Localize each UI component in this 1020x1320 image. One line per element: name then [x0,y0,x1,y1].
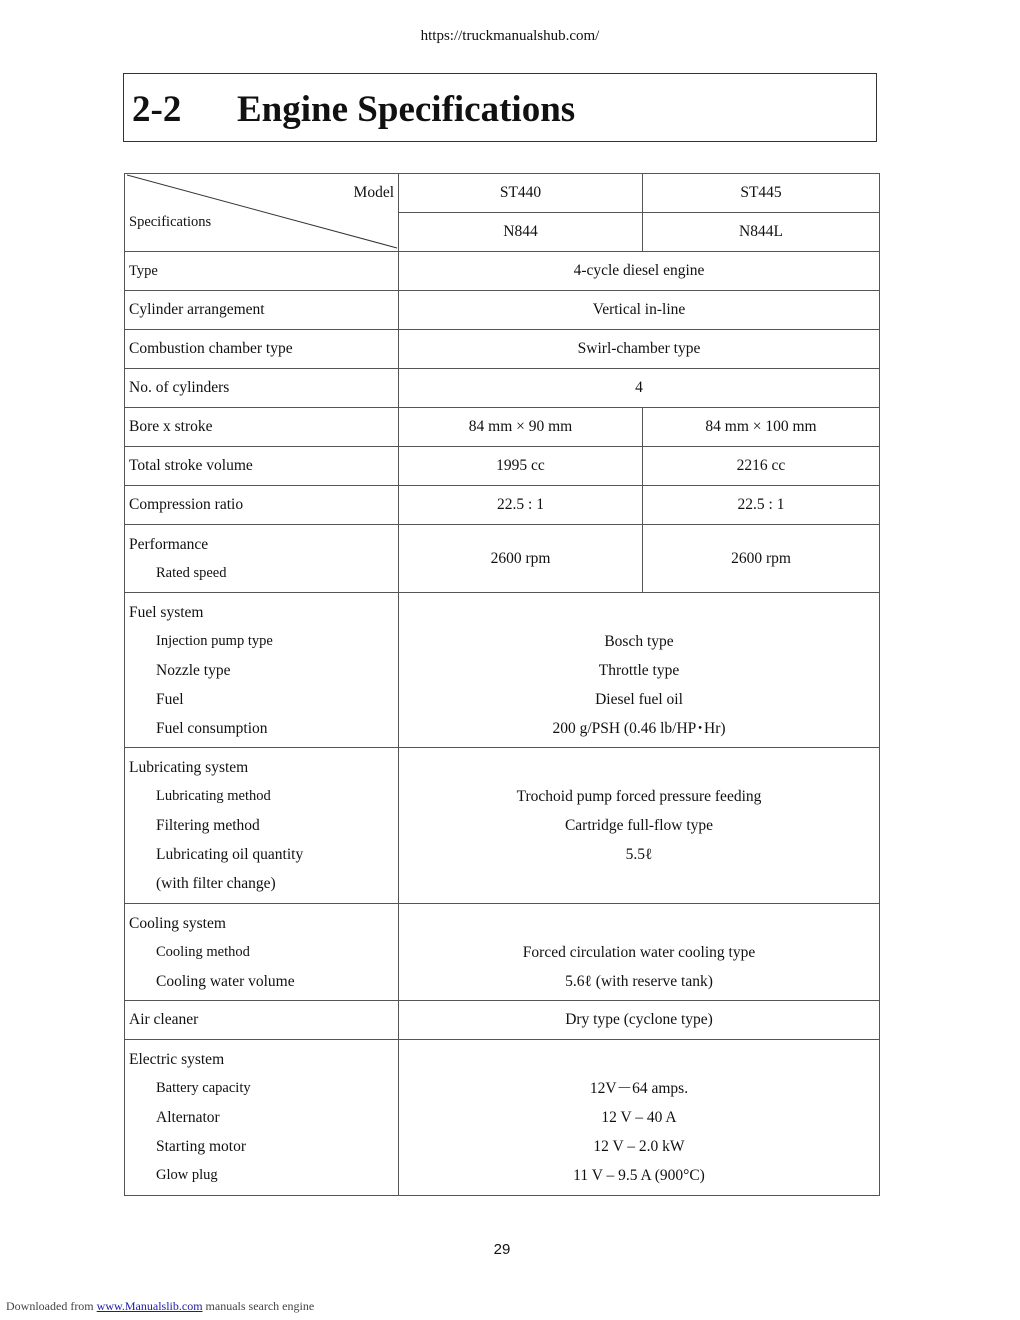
table-row [125,593,880,748]
row-label-bore-stroke: Bore x stroke [125,408,399,447]
row-value-compression-1: 22.5 : 1 [399,486,643,525]
section-title: Engine Specifications [237,89,576,130]
corner-specs-label: Specifications [129,214,212,230]
section-heading [123,73,877,142]
model-header-1: ST440 [399,174,643,213]
row-value-rated-speed-1: 2600 rpm [399,525,643,593]
electric-value-alternator: 12 V – 40 A [601,1109,677,1126]
fuel-sub-injection: Injection pump type [156,632,273,649]
electric-value-glow-plug: 11 V – 9.5 A (900°C) [573,1167,705,1184]
section-number: 2-2 [132,89,182,130]
electric-sub-glow-plug: Glow plug [156,1167,218,1183]
footer-suffix: manuals search engine [205,1299,315,1313]
performance-sub-rated-speed: Rated speed [156,564,227,581]
row-label-combustion-chamber: Combustion chamber type [125,330,399,369]
table-row [125,408,880,447]
footer-prefix: Downloaded from [6,1299,94,1313]
row-value-fuel-system [399,593,880,748]
table-corner-cell [125,174,399,252]
engine-header-1: N844 [399,213,643,252]
row-value-stroke-volume-2: 2216 cc [643,447,880,486]
table-row [125,252,880,291]
electric-value-starting-motor: 12 V – 2.0 kW [593,1138,685,1155]
fuel-value-nozzle: Throttle type [598,661,680,679]
corner-model-label: Model [353,184,394,201]
lube-label: Lubricating system [129,759,249,776]
fuel-sub-fuel: Fuel [156,690,184,708]
electric-sub-battery: Battery capacity [156,1080,251,1096]
row-value-type: 4-cycle diesel engine [399,252,880,291]
page-number: 29 [493,1241,511,1258]
table-row [125,369,880,408]
electric-sub-starting-motor: Starting motor [156,1138,246,1155]
row-label-type: Type [125,252,399,291]
electric-sub-alternator: Alternator [156,1109,220,1126]
cooling-value-method: Forced circulation water cooling type [522,943,756,961]
fuel-value-injection: Bosch type [604,632,674,650]
cooling-value-water-volume: 5.6ℓ (with reserve tank) [565,972,713,990]
table-row [125,1040,880,1196]
row-label-fuel-system [125,593,399,748]
fuel-label: Fuel system [129,603,204,621]
row-label-compression: Compression ratio [125,486,399,525]
cooling-sub-water-volume: Cooling water volume [156,972,295,990]
performance-label: Performance [129,535,209,553]
engine-spec-table [124,173,880,1196]
lube-value-oil-quantity: 5.5ℓ [625,846,653,863]
row-label-cylinders: No. of cylinders [125,369,399,408]
fuel-sub-consumption: Fuel consumption [156,719,268,737]
table-row [125,330,880,369]
row-value-lubricating-system [399,748,880,904]
row-value-rated-speed-2: 2600 rpm [643,525,880,593]
row-value-compression-2: 22.5 : 1 [643,486,880,525]
download-footer [6,1299,314,1314]
table-row [125,525,880,593]
lube-sub-method: Lubricating method [156,788,271,804]
lube-sub-filter-change: (with filter change) [156,875,276,892]
row-value-cooling-system [399,904,880,1001]
row-value-air-cleaner: Dry type (cyclone type) [399,1001,880,1040]
table-row [125,904,880,1001]
row-value-bore-stroke-2: 84 mm × 100 mm [643,408,880,447]
electric-label: Electric system [129,1051,225,1068]
engine-header-2: N844L [643,213,880,252]
row-value-cylinders: 4 [399,369,880,408]
row-label-stroke-volume: Total stroke volume [125,447,399,486]
table-row [125,748,880,904]
table-row [125,1001,880,1040]
row-label-performance [125,525,399,593]
row-label-cylinder-arrangement: Cylinder arrangement [125,291,399,330]
row-value-electric-system [399,1040,880,1196]
row-value-bore-stroke-1: 84 mm × 90 mm [399,408,643,447]
row-label-air-cleaner: Air cleaner [125,1001,399,1040]
cooling-label: Cooling system [129,914,226,932]
fuel-sub-nozzle: Nozzle type [156,661,231,679]
row-value-stroke-volume-1: 1995 cc [399,447,643,486]
row-value-cylinder-arrangement: Vertical in-line [399,291,880,330]
lube-value-method: Trochoid pump forced pressure feeding [516,788,762,805]
manualslib-link[interactable]: www.Manualslib.com [96,1299,203,1313]
table-row [125,291,880,330]
page-url: https://truckmanualshub.com/ [420,28,600,44]
fuel-value-fuel: Diesel fuel oil [595,690,683,708]
lube-sub-filtering: Filtering method [156,817,260,834]
fuel-value-consumption: 200 g/PSH (0.46 lb/HP･Hr) [552,719,726,737]
table-row [125,486,880,525]
row-label-cooling-system [125,904,399,1001]
lube-value-filtering: Cartridge full-flow type [564,817,714,834]
row-label-lubricating-system [125,748,399,904]
lube-sub-oil-quantity: Lubricating oil quantity [156,846,304,863]
row-value-combustion-chamber: Swirl-chamber type [399,330,880,369]
table-row [125,447,880,486]
cooling-sub-method: Cooling method [156,943,250,960]
row-label-electric-system [125,1040,399,1196]
model-header-2: ST445 [643,174,880,213]
electric-value-battery: 12V－64 amps. [589,1080,689,1097]
